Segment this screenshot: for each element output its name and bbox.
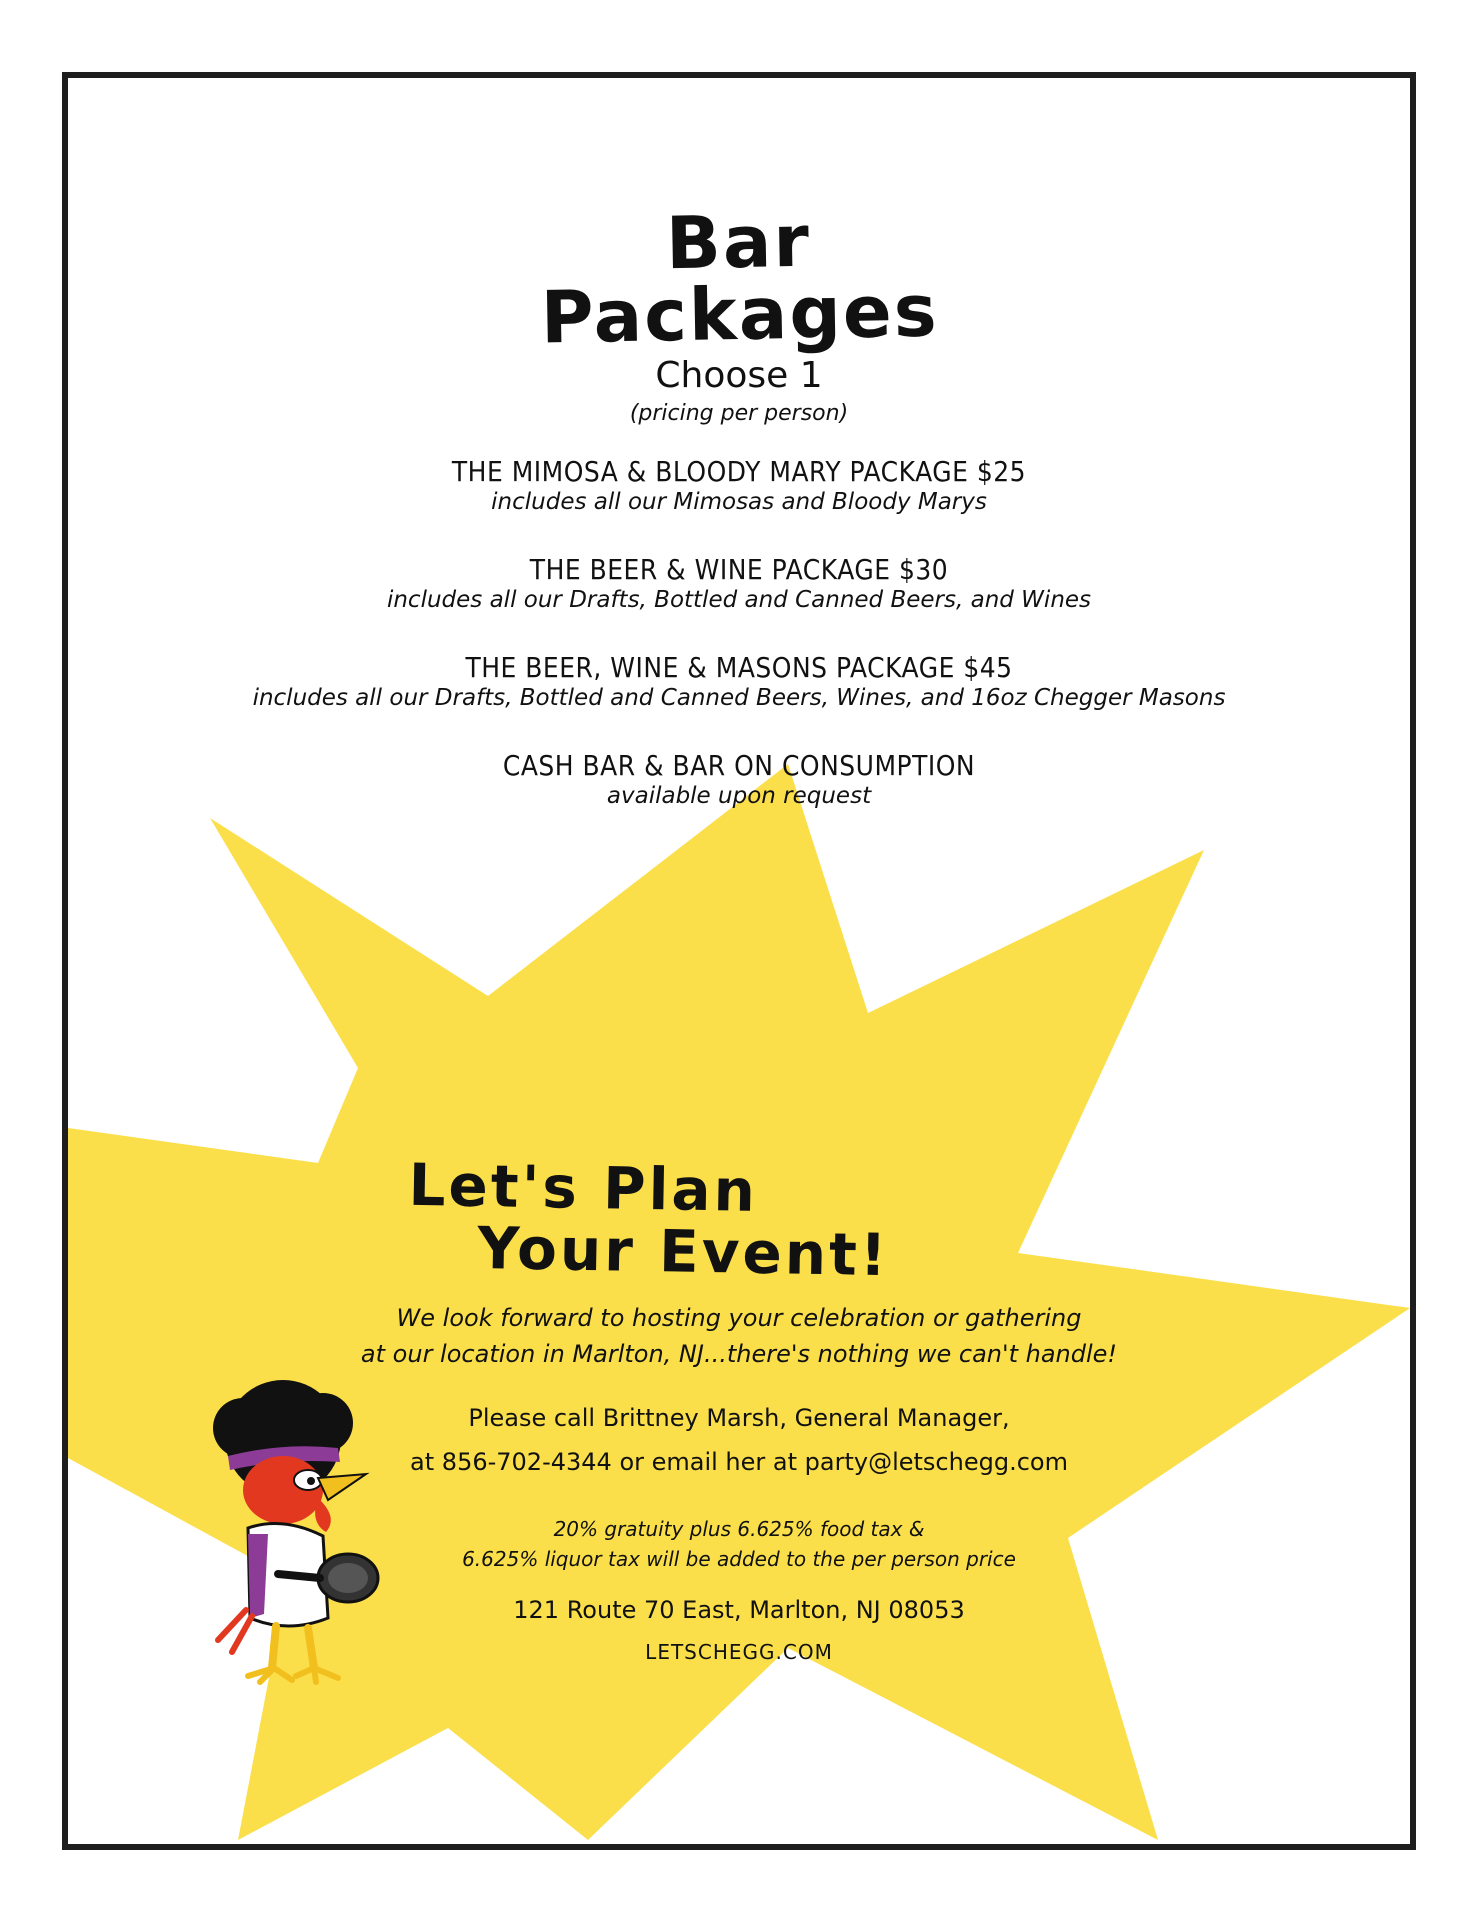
event-website: LETSCHEGG.COM [645, 1640, 833, 1664]
event-contact-line1: Please call Brittney Marsh, General Manager, [468, 1404, 1010, 1432]
package-name: CASH BAR & BAR ON CONSUMPTION [502, 749, 976, 782]
package-description: includes all our Drafts, Bottled and Canned Beers, Wines, and 16oz Chegger Masons [252, 685, 1226, 711]
package-item [68, 652, 1410, 712]
package-name: THE BEER & WINE PACKAGE $30 [529, 553, 949, 586]
event-tax-line1: 20% gratuity plus 6.625% food tax & [553, 1517, 925, 1541]
package-name: THE BEER, WINE & MASONS PACKAGE $45 [465, 651, 1013, 684]
package-item [68, 456, 1410, 516]
event-intro [68, 1300, 1410, 1372]
bar-packages-title [67, 194, 1411, 361]
package-item [68, 554, 1410, 614]
event-address: 121 Route 70 East, Marlton, NJ 08053 [513, 1596, 965, 1624]
pricing-note: (pricing per person) [629, 401, 849, 426]
package-description: includes all our Mimosas and Bloody Marys [491, 489, 987, 515]
package-name: THE MIMOSA & BLOODY MARY PACKAGE $25 [451, 455, 1027, 488]
package-description: available upon request [606, 783, 872, 809]
packages-list [68, 456, 1410, 848]
event-title [407, 1150, 891, 1290]
event-intro-line1: We look forward to hosting your celebration or gathering [396, 1304, 1082, 1332]
event-title-line1: Let's Plan [407, 1150, 759, 1225]
page-frame [62, 72, 1416, 1850]
rooster-chef-mascot-icon [188, 1378, 418, 1698]
event-title-line2: Your Event! [476, 1214, 890, 1290]
bar-packages-title-line2: Packages [540, 268, 940, 360]
choose-subtitle: Choose 1 [655, 355, 823, 396]
package-item [68, 750, 1410, 810]
bar-packages-title-line1: Bar [665, 198, 812, 286]
event-contact-line2: at 856-702-4344 or email her at party@letschegg.com [410, 1448, 1068, 1476]
package-description: includes all our Drafts, Bottled and Canned Beers, and Wines [386, 587, 1092, 613]
event-tax-line2: 6.625% liquor tax will be added to the per person price [462, 1547, 1016, 1571]
event-intro-line2: at our location in Marlton, NJ...there's nothing we can't handle! [360, 1340, 1118, 1368]
